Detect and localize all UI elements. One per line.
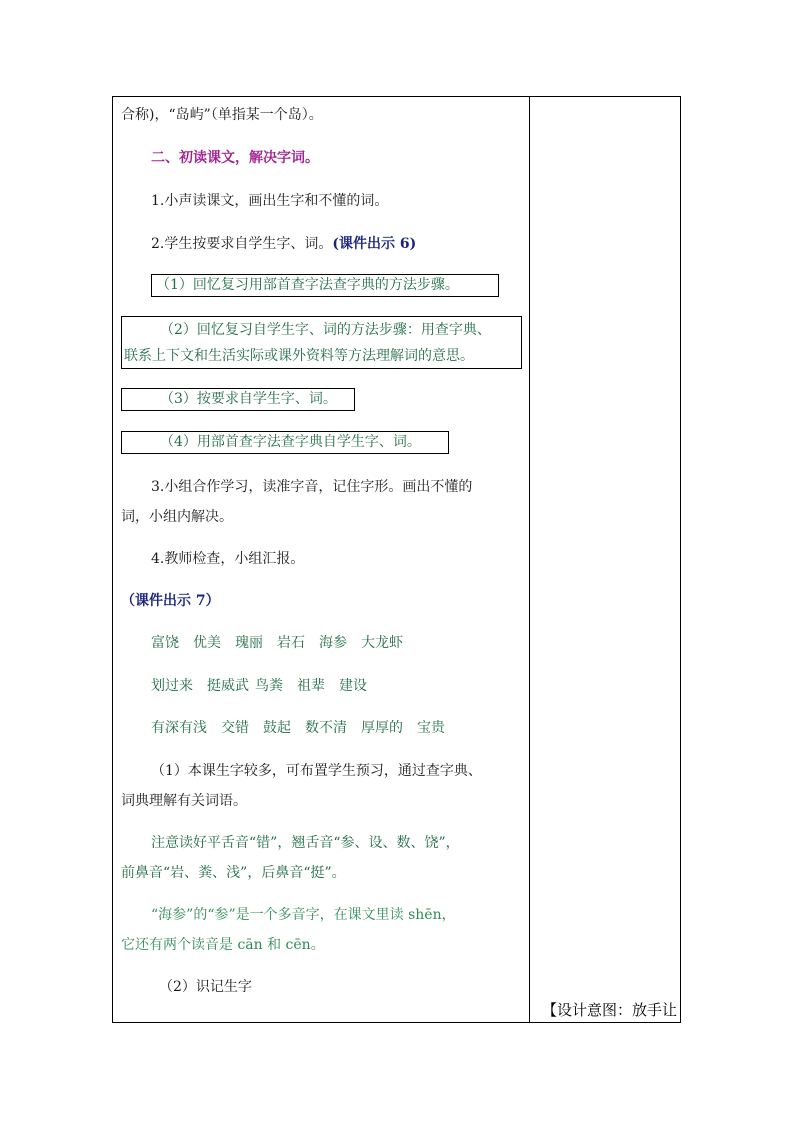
note-4: （2）识记生字 (159, 979, 252, 995)
slide-ref-7: （课件出示 7） (121, 593, 220, 609)
word: 有深有浅 (151, 720, 207, 736)
word: 建设 (339, 678, 367, 694)
step-2 (151, 234, 416, 254)
note-1-line2: 词典理解有关词语。 (121, 793, 247, 809)
word: 鼓起 (263, 720, 291, 736)
step-3-line2: 词，小组内解决。 (121, 509, 233, 525)
design-intent-note: 【设计意图：放手让 (542, 1001, 678, 1019)
note-3-line2: 它还有两个读音是 cān 和 cēn。 (121, 937, 325, 953)
word-row-3 (151, 718, 459, 738)
word: 海参 (319, 635, 347, 651)
word: 挺威武 (207, 678, 249, 694)
boxed-step-3: （3）按要求自学生字、词。 (121, 388, 355, 411)
note-3-line1: “海参”的“参”是一个多音字，在课文里读 shēn， (151, 907, 456, 923)
word: 岩石 (277, 635, 305, 651)
step-1: 1.小声读课文，画出生字和不懂的词。 (151, 193, 389, 209)
note-2-line2: 前鼻音“岩、粪、浅”，后鼻音“挺”。 (121, 865, 346, 881)
step-2-text: 2.学生按要求自学生字、词。 (151, 236, 333, 252)
step-4: 4.教师检查，小组汇报。 (151, 551, 305, 567)
note-2-line1: 注意读好平舌音“错”，翘舌音“参、设、数、饶”， (151, 835, 460, 851)
word: 数不清 (305, 720, 347, 736)
word: 优美 (193, 635, 221, 651)
word: 宝贵 (417, 720, 445, 736)
word-row-1 (151, 633, 417, 653)
word: 祖辈 (297, 678, 325, 694)
main-column (113, 97, 529, 1022)
boxed-step-4: （4）用部首查字法查字典自学生字、词。 (121, 431, 449, 454)
lesson-table (112, 96, 681, 1023)
word: 富饶 (151, 635, 179, 651)
slide-ref-6: (课件出示 6) (332, 236, 417, 252)
word-row-2 (151, 676, 381, 696)
step-3-line1: 3.小组合作学习，读准字音，记住字形。画出不懂的 (151, 479, 473, 495)
boxed-step-1: （1）回忆复习用部首查字法查字典的方法步骤。 (151, 274, 499, 297)
section-heading: 二、初读课文，解决字词。 (151, 150, 319, 166)
boxed-step-2 (121, 316, 522, 369)
word: 瑰丽 (235, 635, 263, 651)
word: 鸟粪 (255, 678, 283, 694)
boxed-step-2-line2: 联系上下文和生活实际或课外资料等方法理解词的意思。 (124, 348, 474, 364)
boxed-step-2-line1: （2）回忆复习自学生字、词的方法步骤：用查字典、 (160, 322, 491, 338)
continued-text: 合称)，“岛屿”（单指某一个岛）。 (121, 107, 323, 123)
word: 交错 (221, 720, 249, 736)
word: 厚厚的 (361, 720, 403, 736)
note-1-line1: （1）本课生字较多，可布置学生预习，通过查字典、 (151, 763, 482, 779)
word: 划过来 (151, 678, 193, 694)
word: 大龙虾 (361, 635, 403, 651)
side-column (530, 97, 681, 1022)
